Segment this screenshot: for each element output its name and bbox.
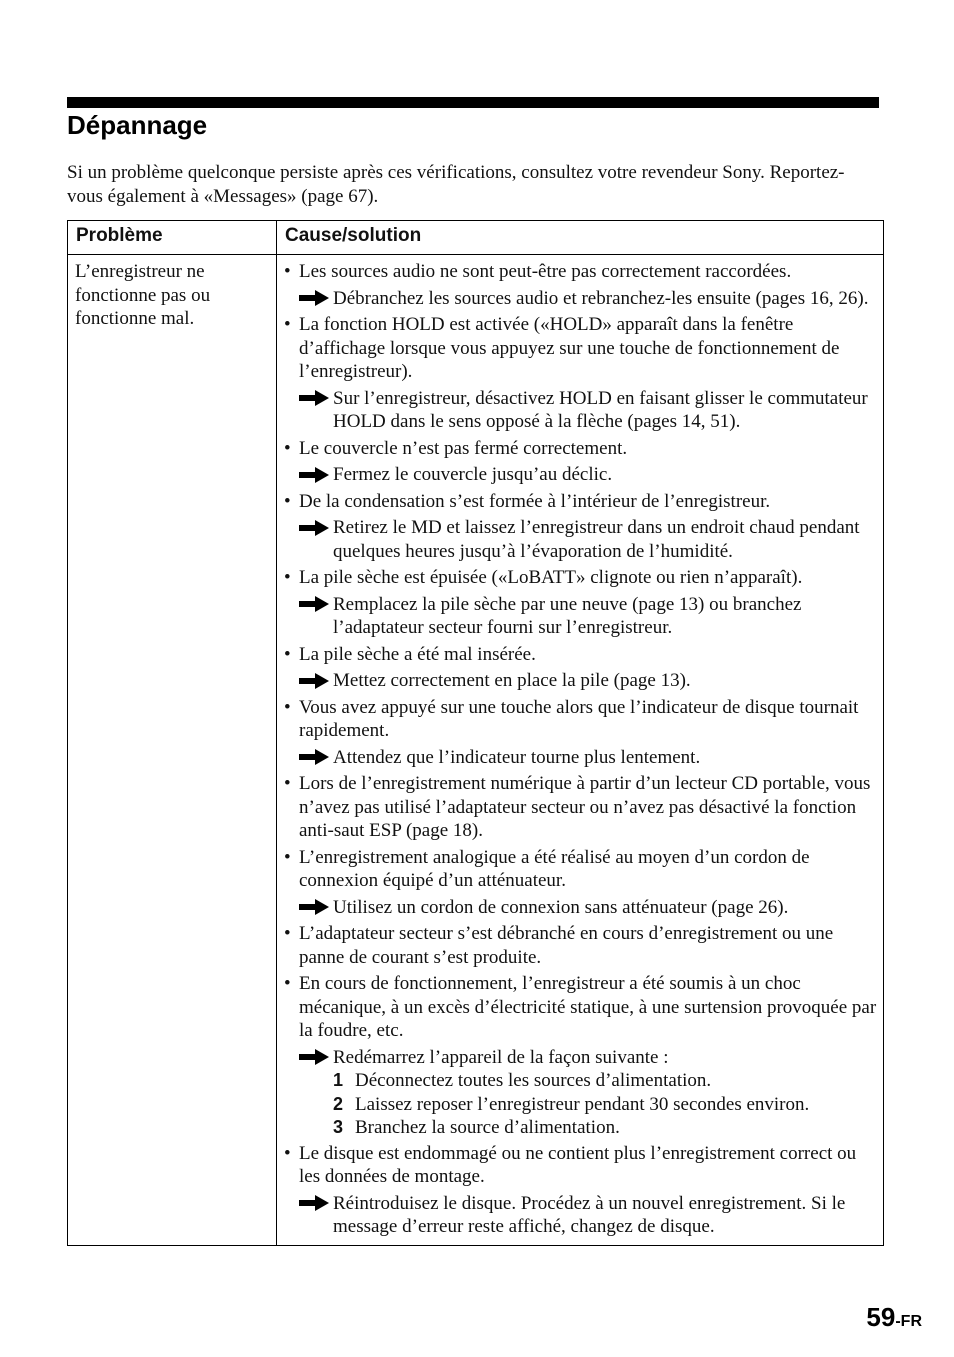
cause-text: L’adaptateur secteur s’est débranché en cours d’enregistrement ou une panne de courant s’est produite. [299, 923, 834, 968]
cause-text: La fonction HOLD est activée («HOLD» apparaît dans la fenêtre d’affichage lorsque vous appuyez sur une touche de fonctionnement de l’enregistreur). [299, 314, 840, 382]
table-header-row [68, 221, 884, 255]
bullet-glyph: • [284, 490, 291, 512]
cause-item [284, 846, 877, 893]
step-item [333, 1069, 877, 1093]
bullet-glyph: • [284, 643, 291, 665]
arrow-right-icon [299, 1192, 333, 1215]
bullet-glyph: • [284, 696, 291, 718]
solution-item [299, 746, 877, 770]
bullet-glyph: • [284, 314, 291, 335]
page-number [866, 1302, 922, 1333]
cause-text: La pile sèche est épuisée («LoBATT» clignote ou rien n’apparaît). [299, 567, 803, 588]
bullet-glyph: • [284, 437, 291, 459]
page-number-value: 59 [866, 1302, 896, 1332]
solution-text: Réintroduisez le disque. Procédez à un nouvel enregistrement. Si le message d’erreur reste affiché, changez de disque. [333, 1192, 846, 1237]
cause-text: Vous avez appuyé sur une touche alors que l’indicateur de disque tournait rapidement. [299, 696, 859, 741]
solution-text: Redémarrez l’appareil de la façon suivante : [333, 1046, 669, 1068]
arrow-right-icon [299, 463, 333, 486]
step-number: 3 [333, 1117, 344, 1137]
solution-text: Sur l’enregistreur, désactivez HOLD en faisant glisser le commutateur HOLD dans le sens opposé à la flèche (pages 14, 51). [333, 387, 868, 432]
header-probleme: Problème [68, 221, 277, 255]
page-title: Dépannage [67, 110, 208, 140]
problem-cell: L’enregistreur ne fonctionne pas ou fonctionne mal. [68, 255, 277, 1246]
cause-item [284, 643, 877, 667]
arrow-right-icon [299, 1046, 333, 1069]
cause-item [284, 313, 877, 384]
step-number: 1 [333, 1070, 344, 1090]
table-row [68, 255, 884, 1246]
cause-text: Le couvercle n’est pas fermé correctement. [299, 437, 628, 459]
cause-item [284, 922, 877, 969]
cause-text: De la condensation s’est formée à l’intérieur de l’enregistreur. [299, 490, 771, 512]
bullet-glyph: • [284, 1142, 291, 1164]
solution-item [299, 1192, 877, 1239]
solution-item [299, 669, 877, 693]
arrow-right-icon [299, 669, 333, 692]
arrow-right-icon [299, 593, 333, 616]
step-text: Laissez reposer l’enregistreur pendant 30 secondes environ. [355, 1093, 810, 1115]
solution-text: Fermez le couvercle jusqu’au déclic. [333, 464, 613, 485]
cause-item [284, 260, 877, 284]
causes-cell [277, 255, 884, 1246]
arrow-right-icon [299, 387, 333, 410]
cause-item [284, 696, 877, 743]
cause-item [284, 1142, 877, 1189]
solution-text: Utilisez un cordon de connexion sans atténuateur (page 26). [333, 896, 789, 918]
bullet-glyph: • [284, 846, 291, 868]
bullet-glyph: • [284, 261, 291, 282]
cause-item [284, 490, 877, 514]
arrow-right-icon [299, 516, 333, 539]
step-text: Déconnectez toutes les sources d’alimentation. [355, 1070, 712, 1091]
bullet-glyph: • [284, 923, 291, 944]
cause-item [284, 437, 877, 461]
cause-text: Le disque est endommagé ou ne contient plus l’enregistrement correct ou les données de montage. [299, 1142, 857, 1187]
cause-text: La pile sèche a été mal insérée. [299, 643, 536, 665]
bullet-glyph: • [284, 773, 291, 794]
arrow-right-icon [299, 746, 333, 769]
solution-item [299, 387, 877, 434]
solution-item [299, 896, 877, 920]
header-cause-solution: Cause/solution [277, 221, 884, 255]
solution-item [299, 593, 877, 640]
title-rule [67, 97, 879, 108]
cause-item [284, 772, 877, 843]
page-language-suffix: -FR [895, 1313, 922, 1330]
solution-text: Débranchez les sources audio et rebranchez-les ensuite (pages 16, 26). [333, 287, 869, 309]
troubleshooting-table [67, 220, 884, 1246]
solution-item [299, 287, 877, 311]
step-text: Branchez la source d’alimentation. [355, 1117, 620, 1138]
bullet-glyph: • [284, 973, 291, 994]
cause-text: L’enregistrement analogique a été réalisé au moyen d’un cordon de connexion équipé d’un atténuateur. [299, 846, 810, 891]
solution-text: Attendez que l’indicateur tourne plus lentement. [333, 746, 701, 768]
step-item [333, 1116, 877, 1140]
intro-paragraph: Si un problème quelconque persiste après ces vérifications, consultez votre revendeur Sony. Reportez-vous également à «Messages» (page 67). [67, 162, 845, 207]
solution-item [299, 1046, 877, 1070]
solution-item [299, 516, 877, 563]
step-item [333, 1093, 877, 1117]
cause-text: En cours de fonctionnement, l’enregistreur a été soumis à un choc mécanique, à un excès d’électricité statique, à une surtension provoquée par la foudre, etc. [299, 973, 877, 1041]
solution-text: Mettez correctement en place la pile (page 13). [333, 670, 691, 691]
cause-text: Lors de l’enregistrement numérique à partir d’un lecteur CD portable, vous n’avez pas utilisé l’adaptateur secteur ou n’avez pas désactivé la fonction anti-saut ESP (page 18). [299, 773, 871, 841]
arrow-right-icon [299, 896, 333, 919]
cause-text: Les sources audio ne sont peut-être pas correctement raccordées. [299, 261, 792, 282]
solution-text: Retirez le MD et laissez l’enregistreur dans un endroit chaud pendant quelques heures jusqu’à l’évaporation de l’humidité. [333, 517, 860, 562]
cause-item [284, 566, 877, 590]
cause-item [284, 972, 877, 1043]
arrow-right-icon [299, 287, 333, 310]
bullet-glyph: • [284, 567, 291, 588]
step-number: 2 [333, 1093, 344, 1114]
solution-item [299, 463, 877, 487]
solution-text: Remplacez la pile sèche par une neuve (page 13) ou branchez l’adaptateur secteur fourni sur l’enregistreur. [333, 593, 802, 638]
